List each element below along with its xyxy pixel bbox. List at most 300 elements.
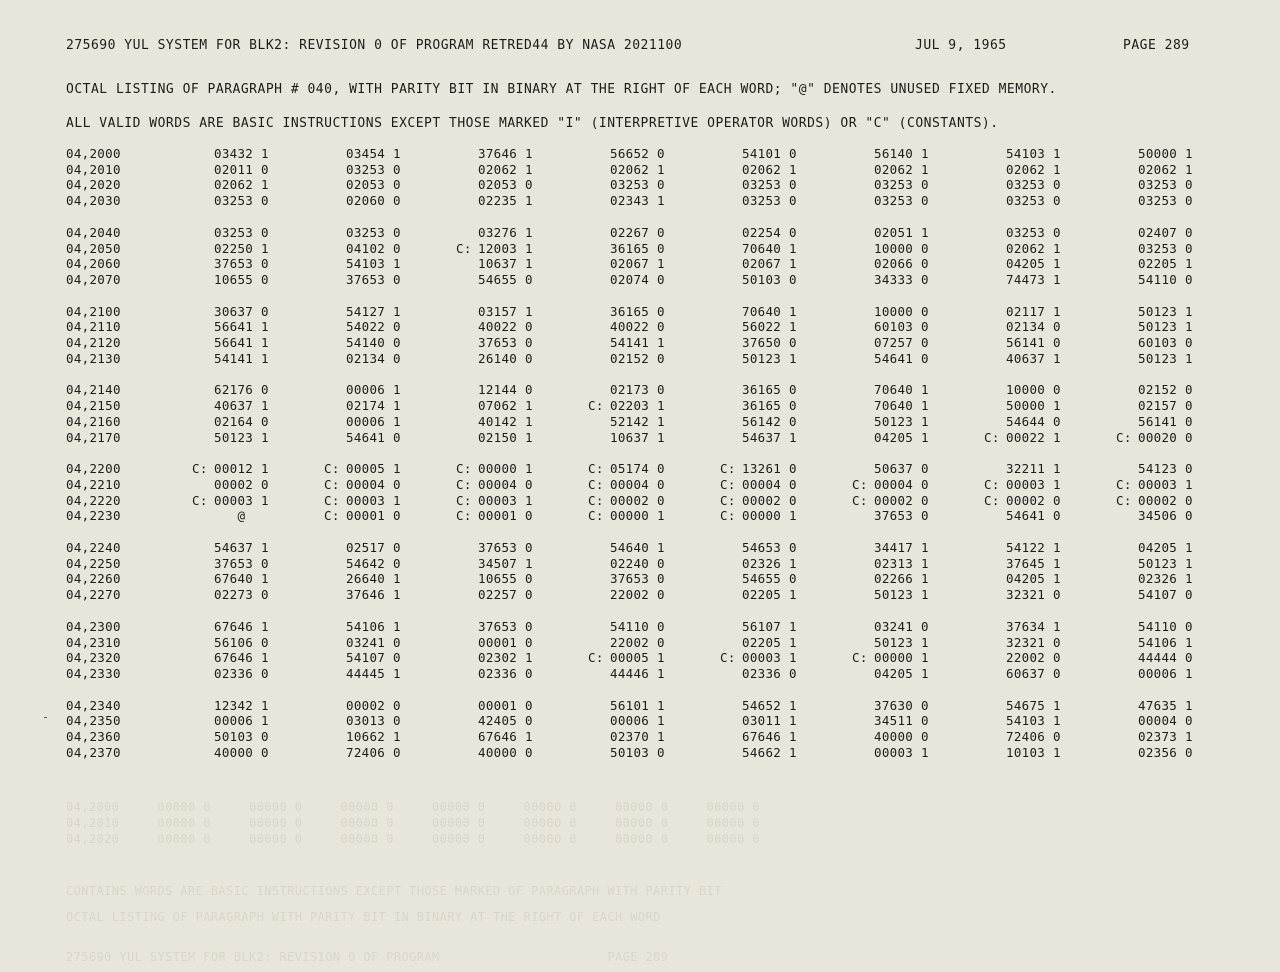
octal-word-cell bbox=[720, 304, 852, 320]
table-row bbox=[66, 619, 1196, 635]
octal-word-cell bbox=[720, 540, 852, 556]
address-cell: 04,2110 bbox=[66, 319, 121, 335]
octal-word-cell bbox=[984, 319, 1116, 335]
octal-word-cell bbox=[456, 556, 588, 572]
bleed-through-row: 275690 YUL SYSTEM FOR BLK2: REVISION 0 OF PROGRAM PAGE 289 bbox=[66, 950, 669, 964]
octal-word-cell bbox=[1116, 477, 1196, 493]
address-cell: 04,2070 bbox=[66, 271, 121, 287]
address-cell: 04,2050 bbox=[66, 240, 121, 256]
octal-word-cell bbox=[1116, 304, 1196, 320]
word-value: 02336 0 bbox=[478, 665, 533, 681]
word-value: 56141 0 bbox=[1138, 413, 1193, 429]
group-spacer bbox=[66, 366, 1196, 382]
octal-word-cell bbox=[984, 398, 1116, 414]
address-cell: 04,2220 bbox=[66, 492, 121, 508]
octal-word-cell bbox=[192, 225, 324, 241]
octal-word-cell bbox=[456, 650, 588, 666]
octal-word-cell bbox=[324, 556, 456, 572]
word-value: 04102 0 bbox=[346, 240, 401, 256]
word-value: 00003 1 bbox=[1138, 476, 1193, 492]
octal-word-cell bbox=[192, 698, 324, 714]
word-value: 37645 1 bbox=[1006, 555, 1061, 571]
word-value: 40637 1 bbox=[1006, 350, 1061, 366]
word-value: 03253 0 bbox=[346, 161, 401, 177]
word-value: 02326 1 bbox=[1138, 571, 1193, 587]
word-value: 00004 0 bbox=[478, 476, 533, 492]
word-value: 02313 1 bbox=[874, 555, 929, 571]
word-value: 00000 1 bbox=[874, 650, 929, 666]
octal-word-cell bbox=[720, 398, 852, 414]
word-marker: C: bbox=[720, 508, 736, 524]
word-value: 02074 0 bbox=[610, 271, 665, 287]
octal-word-cell bbox=[192, 556, 324, 572]
octal-word-cell bbox=[852, 272, 984, 288]
word-value: 00005 1 bbox=[610, 650, 665, 666]
octal-word-cell bbox=[720, 508, 852, 524]
word-marker: C: bbox=[984, 429, 1000, 445]
header-page-number: PAGE 289 bbox=[1123, 38, 1190, 53]
octal-word-cell bbox=[1116, 587, 1196, 603]
octal-word-cell bbox=[456, 729, 588, 745]
word-value: 02336 0 bbox=[742, 665, 797, 681]
octal-word-cell bbox=[720, 225, 852, 241]
octal-word-cell bbox=[324, 193, 456, 209]
word-value: 54641 0 bbox=[346, 429, 401, 445]
table-row bbox=[66, 540, 1196, 556]
octal-word-cell bbox=[324, 666, 456, 682]
word-marker: C: bbox=[324, 492, 340, 508]
octal-word-cell bbox=[1116, 571, 1196, 587]
octal-word-cell bbox=[1116, 382, 1196, 398]
bleed-through-row: 04,2010 00000 0 00000 0 00000 0 00000 0 00000 0 00000 0 00000 0 bbox=[66, 816, 760, 830]
octal-word-cell bbox=[456, 698, 588, 714]
word-value: 03253 0 bbox=[214, 193, 269, 209]
octal-word-cell bbox=[456, 272, 588, 288]
word-value: 40000 0 bbox=[874, 729, 929, 745]
octal-word-cell bbox=[1116, 666, 1196, 682]
octal-word-cell bbox=[720, 493, 852, 509]
octal-word-cell bbox=[324, 304, 456, 320]
word-value: 02062 1 bbox=[610, 161, 665, 177]
word-value: 26140 0 bbox=[478, 350, 533, 366]
octal-word-cell bbox=[984, 335, 1116, 351]
word-value: 37630 0 bbox=[874, 697, 929, 713]
word-marker: C: bbox=[720, 650, 736, 666]
octal-word-cell bbox=[984, 729, 1116, 745]
octal-word-cell bbox=[588, 508, 720, 524]
octal-word-cell bbox=[456, 225, 588, 241]
word-value: 02062 1 bbox=[1006, 161, 1061, 177]
word-value: 10662 1 bbox=[346, 729, 401, 745]
word-value: 54642 0 bbox=[346, 555, 401, 571]
word-value: 10655 0 bbox=[214, 271, 269, 287]
octal-word-cell bbox=[720, 193, 852, 209]
octal-word-cell bbox=[324, 335, 456, 351]
octal-word-cell bbox=[324, 225, 456, 241]
octal-word-cell bbox=[324, 587, 456, 603]
word-value: 02066 0 bbox=[874, 256, 929, 272]
word-value: 37653 0 bbox=[214, 256, 269, 272]
word-value: 02152 0 bbox=[1138, 382, 1193, 398]
octal-word-cell bbox=[720, 319, 852, 335]
word-value: 07257 0 bbox=[874, 335, 929, 351]
word-value: 54662 1 bbox=[742, 744, 797, 760]
octal-word-cell bbox=[192, 713, 324, 729]
table-row bbox=[66, 382, 1196, 398]
octal-word-cell bbox=[720, 635, 852, 651]
word-value: 54141 1 bbox=[214, 350, 269, 366]
octal-word-cell bbox=[852, 713, 984, 729]
word-value: 40022 0 bbox=[610, 319, 665, 335]
octal-word-cell bbox=[720, 587, 852, 603]
word-value: 22002 0 bbox=[610, 634, 665, 650]
table-row bbox=[66, 272, 1196, 288]
address-cell: 04,2140 bbox=[66, 382, 121, 398]
word-value: 00003 1 bbox=[346, 492, 401, 508]
octal-word-cell bbox=[984, 272, 1116, 288]
octal-word-cell bbox=[588, 493, 720, 509]
octal-word-cell bbox=[456, 666, 588, 682]
address-cell: 04,2230 bbox=[66, 508, 121, 524]
word-marker: C: bbox=[720, 492, 736, 508]
word-value: 50103 0 bbox=[610, 744, 665, 760]
table-row bbox=[66, 587, 1196, 603]
table-row bbox=[66, 351, 1196, 367]
octal-word-cell bbox=[588, 556, 720, 572]
word-value: 44445 1 bbox=[346, 665, 401, 681]
table-row bbox=[66, 241, 1196, 257]
word-value: 10000 0 bbox=[874, 240, 929, 256]
word-marker: C: bbox=[456, 476, 472, 492]
word-value: 56652 0 bbox=[610, 146, 665, 161]
octal-word-cell bbox=[984, 382, 1116, 398]
octal-word-cell bbox=[1116, 540, 1196, 556]
word-value: 03011 1 bbox=[742, 713, 797, 729]
word-value: 74473 1 bbox=[1006, 271, 1061, 287]
address-cell: 04,2370 bbox=[66, 744, 121, 760]
table-row bbox=[66, 666, 1196, 682]
word-value: 12144 0 bbox=[478, 382, 533, 398]
octal-word-cell bbox=[456, 351, 588, 367]
word-value: 54103 1 bbox=[1006, 146, 1061, 161]
octal-word-cell bbox=[852, 304, 984, 320]
word-value: 03253 0 bbox=[214, 224, 269, 240]
octal-word-cell bbox=[324, 729, 456, 745]
octal-word-cell bbox=[984, 162, 1116, 178]
octal-word-cell bbox=[456, 619, 588, 635]
octal-word-cell bbox=[720, 177, 852, 193]
word-value: 02062 1 bbox=[478, 161, 533, 177]
word-value: 02373 1 bbox=[1138, 729, 1193, 745]
word-value: 02240 0 bbox=[610, 555, 665, 571]
octal-word-cell bbox=[192, 619, 324, 635]
word-value: 02273 0 bbox=[214, 587, 269, 603]
word-value: 34506 0 bbox=[1138, 508, 1193, 524]
octal-word-cell bbox=[192, 335, 324, 351]
table-row bbox=[66, 698, 1196, 714]
word-value: 00002 0 bbox=[346, 697, 401, 713]
address-cell: 04,2000 bbox=[66, 146, 121, 161]
word-marker: C: bbox=[456, 508, 472, 524]
octal-word-cell bbox=[324, 461, 456, 477]
octal-word-cell bbox=[852, 414, 984, 430]
address-cell: 04,2340 bbox=[66, 697, 121, 713]
word-value: 00004 0 bbox=[874, 476, 929, 492]
octal-word-cell bbox=[852, 508, 984, 524]
word-value: 36165 0 bbox=[610, 303, 665, 319]
octal-word-cell bbox=[1116, 698, 1196, 714]
octal-word-cell bbox=[984, 713, 1116, 729]
word-value: 02370 1 bbox=[610, 729, 665, 745]
bleed-through-row: 04,2020 00000 0 00000 0 00000 0 00000 0 00000 0 00000 0 00000 0 bbox=[66, 832, 760, 846]
octal-word-cell bbox=[1116, 635, 1196, 651]
octal-word-cell bbox=[324, 319, 456, 335]
word-value: 00004 0 bbox=[346, 476, 401, 492]
octal-word-cell bbox=[324, 430, 456, 446]
octal-word-cell bbox=[588, 335, 720, 351]
word-value: 03253 0 bbox=[742, 177, 797, 193]
octal-word-cell bbox=[192, 146, 324, 162]
octal-word-cell bbox=[720, 698, 852, 714]
word-value: 36165 0 bbox=[742, 382, 797, 398]
octal-word-cell bbox=[588, 587, 720, 603]
octal-word-cell bbox=[456, 540, 588, 556]
word-value: 02267 0 bbox=[610, 224, 665, 240]
octal-word-cell bbox=[456, 177, 588, 193]
word-value: 10103 1 bbox=[1006, 744, 1061, 760]
word-value: 02157 0 bbox=[1138, 398, 1193, 414]
address-cell: 04,2030 bbox=[66, 193, 121, 209]
octal-word-cell bbox=[1116, 556, 1196, 572]
word-value: 72406 0 bbox=[346, 744, 401, 760]
word-value: 50123 1 bbox=[1138, 303, 1193, 319]
octal-word-cell bbox=[588, 351, 720, 367]
word-value: 03253 0 bbox=[346, 224, 401, 240]
word-value: 02134 0 bbox=[1006, 319, 1061, 335]
table-row bbox=[66, 319, 1196, 335]
octal-word-cell bbox=[192, 241, 324, 257]
word-value: 03241 0 bbox=[346, 634, 401, 650]
octal-word-cell bbox=[588, 146, 720, 162]
octal-word-cell bbox=[192, 745, 324, 761]
word-value: 02051 1 bbox=[874, 224, 929, 240]
octal-word-cell bbox=[984, 461, 1116, 477]
octal-word-cell bbox=[984, 508, 1116, 524]
octal-word-cell bbox=[1116, 162, 1196, 178]
word-value: 72406 0 bbox=[1006, 729, 1061, 745]
word-value: 10637 1 bbox=[478, 256, 533, 272]
address-cell: 04,2300 bbox=[66, 618, 121, 634]
octal-word-cell bbox=[720, 272, 852, 288]
address-cell: 04,2100 bbox=[66, 303, 121, 319]
octal-word-cell bbox=[1116, 430, 1196, 446]
word-value: 56022 1 bbox=[742, 319, 797, 335]
word-value: 03253 0 bbox=[1006, 193, 1061, 209]
word-value: 50123 1 bbox=[1138, 555, 1193, 571]
octal-word-cell bbox=[852, 540, 984, 556]
octal-word-cell bbox=[1116, 319, 1196, 335]
word-value: 67640 1 bbox=[214, 571, 269, 587]
octal-word-cell bbox=[456, 508, 588, 524]
word-value: 47635 1 bbox=[1138, 697, 1193, 713]
octal-word-cell bbox=[192, 414, 324, 430]
octal-word-cell bbox=[324, 382, 456, 398]
word-value: 12342 1 bbox=[214, 697, 269, 713]
word-marker: C: bbox=[852, 492, 868, 508]
address-cell: 04,2060 bbox=[66, 256, 121, 272]
word-value: 50123 1 bbox=[1138, 319, 1193, 335]
octal-word-cell bbox=[192, 650, 324, 666]
word-value: 03253 0 bbox=[874, 177, 929, 193]
octal-word-cell bbox=[720, 666, 852, 682]
word-value: 54107 0 bbox=[346, 650, 401, 666]
word-value: 02053 0 bbox=[478, 177, 533, 193]
word-value: 44446 1 bbox=[610, 665, 665, 681]
word-value: 00003 1 bbox=[214, 492, 269, 508]
octal-word-cell bbox=[324, 635, 456, 651]
word-value: 37653 0 bbox=[478, 540, 533, 556]
word-value: 32211 1 bbox=[1006, 461, 1061, 477]
word-value: 70640 1 bbox=[742, 303, 797, 319]
octal-word-cell bbox=[456, 146, 588, 162]
word-value: 40000 0 bbox=[478, 744, 533, 760]
octal-word-cell bbox=[852, 571, 984, 587]
word-value: 62176 0 bbox=[214, 382, 269, 398]
octal-word-cell bbox=[1116, 225, 1196, 241]
table-row bbox=[66, 398, 1196, 414]
word-value: 70640 1 bbox=[874, 382, 929, 398]
address-cell: 04,2200 bbox=[66, 461, 121, 477]
word-value: 00002 0 bbox=[610, 492, 665, 508]
word-marker: C: bbox=[456, 492, 472, 508]
bleed-through-row: 04,2000 00000 0 00000 0 00000 0 00000 0 00000 0 00000 0 00000 0 bbox=[66, 800, 760, 814]
word-value: 50103 0 bbox=[742, 271, 797, 287]
octal-word-cell bbox=[852, 319, 984, 335]
word-value: 40022 0 bbox=[478, 319, 533, 335]
table-row bbox=[66, 430, 1196, 446]
octal-word-cell bbox=[324, 713, 456, 729]
octal-word-cell bbox=[1116, 398, 1196, 414]
octal-word-cell bbox=[984, 477, 1116, 493]
octal-word-cell bbox=[720, 477, 852, 493]
group-spacer bbox=[66, 209, 1196, 225]
word-value: 54675 1 bbox=[1006, 697, 1061, 713]
octal-word-cell bbox=[588, 571, 720, 587]
word-marker: C: bbox=[1116, 429, 1132, 445]
octal-word-cell bbox=[324, 477, 456, 493]
word-value: 54637 1 bbox=[214, 540, 269, 556]
word-value: 02343 1 bbox=[610, 193, 665, 209]
word-value: 02257 0 bbox=[478, 587, 533, 603]
octal-word-cell bbox=[1116, 241, 1196, 257]
octal-word-cell bbox=[720, 650, 852, 666]
address-cell: 04,2040 bbox=[66, 224, 121, 240]
word-value: 00022 1 bbox=[1006, 429, 1061, 445]
octal-word-cell bbox=[984, 225, 1116, 241]
word-value: 50000 1 bbox=[1138, 146, 1193, 161]
word-value: 02060 0 bbox=[346, 193, 401, 209]
word-value: 10637 1 bbox=[610, 429, 665, 445]
word-value: 00006 1 bbox=[346, 382, 401, 398]
octal-word-cell bbox=[456, 745, 588, 761]
word-value: 50123 1 bbox=[214, 429, 269, 445]
word-value: 02164 0 bbox=[214, 413, 269, 429]
octal-word-cell bbox=[456, 241, 588, 257]
word-marker: C: bbox=[720, 476, 736, 492]
octal-word-cell bbox=[324, 398, 456, 414]
octal-word-cell bbox=[456, 635, 588, 651]
word-value: 54655 0 bbox=[742, 571, 797, 587]
octal-word-cell bbox=[1116, 461, 1196, 477]
word-marker: C: bbox=[588, 508, 604, 524]
word-value: 32321 0 bbox=[1006, 587, 1061, 603]
word-value: 26640 1 bbox=[346, 571, 401, 587]
word-marker: C: bbox=[324, 461, 340, 477]
word-value: 02517 0 bbox=[346, 540, 401, 556]
word-value: 54655 0 bbox=[478, 271, 533, 287]
octal-word-cell bbox=[984, 571, 1116, 587]
octal-word-cell bbox=[720, 335, 852, 351]
word-value: 03253 0 bbox=[742, 193, 797, 209]
octal-word-cell bbox=[984, 241, 1116, 257]
octal-word-cell bbox=[456, 256, 588, 272]
table-row bbox=[66, 713, 1196, 729]
octal-word-cell bbox=[852, 619, 984, 635]
word-value: 00002 0 bbox=[1138, 492, 1193, 508]
octal-word-cell bbox=[456, 319, 588, 335]
word-value: 42405 0 bbox=[478, 713, 533, 729]
octal-word-cell bbox=[456, 477, 588, 493]
octal-word-cell bbox=[324, 508, 456, 524]
word-value: 56641 1 bbox=[214, 335, 269, 351]
octal-word-cell bbox=[456, 304, 588, 320]
word-value: 00020 0 bbox=[1138, 429, 1193, 445]
word-value: 50637 0 bbox=[874, 461, 929, 477]
address-cell: 04,2320 bbox=[66, 650, 121, 666]
word-value: 00002 0 bbox=[874, 492, 929, 508]
octal-word-cell bbox=[588, 382, 720, 398]
octal-word-cell bbox=[588, 540, 720, 556]
octal-word-cell bbox=[720, 146, 852, 162]
word-value: 00001 0 bbox=[478, 634, 533, 650]
octal-word-cell bbox=[192, 430, 324, 446]
word-value: 02250 1 bbox=[214, 240, 269, 256]
header-description-line: OCTAL LISTING OF PARAGRAPH # 040, WITH PARITY BIT IN BINARY AT THE RIGHT OF EACH WORD; "@" DENOTES UNUSED FIXED MEMORY. bbox=[66, 82, 1057, 97]
octal-word-cell bbox=[456, 398, 588, 414]
word-value: 02062 1 bbox=[1138, 161, 1193, 177]
word-value: 54140 0 bbox=[346, 335, 401, 351]
octal-word-cell bbox=[324, 162, 456, 178]
octal-word-cell bbox=[456, 493, 588, 509]
word-value: 37634 1 bbox=[1006, 618, 1061, 634]
octal-word-cell bbox=[192, 162, 324, 178]
table-row bbox=[66, 177, 1196, 193]
address-cell: 04,2350 bbox=[66, 713, 121, 729]
table-row bbox=[66, 508, 1196, 524]
octal-word-cell bbox=[588, 193, 720, 209]
octal-word-cell bbox=[456, 335, 588, 351]
octal-word-cell bbox=[1116, 146, 1196, 162]
word-value: 02062 1 bbox=[214, 177, 269, 193]
word-value: 36165 0 bbox=[742, 398, 797, 414]
octal-word-cell bbox=[588, 713, 720, 729]
octal-word-cell bbox=[1116, 493, 1196, 509]
word-value: 03253 0 bbox=[1138, 240, 1193, 256]
word-value: 02067 1 bbox=[610, 256, 665, 272]
word-marker: C: bbox=[588, 476, 604, 492]
word-value: 40000 0 bbox=[214, 744, 269, 760]
address-cell: 04,2120 bbox=[66, 335, 121, 351]
